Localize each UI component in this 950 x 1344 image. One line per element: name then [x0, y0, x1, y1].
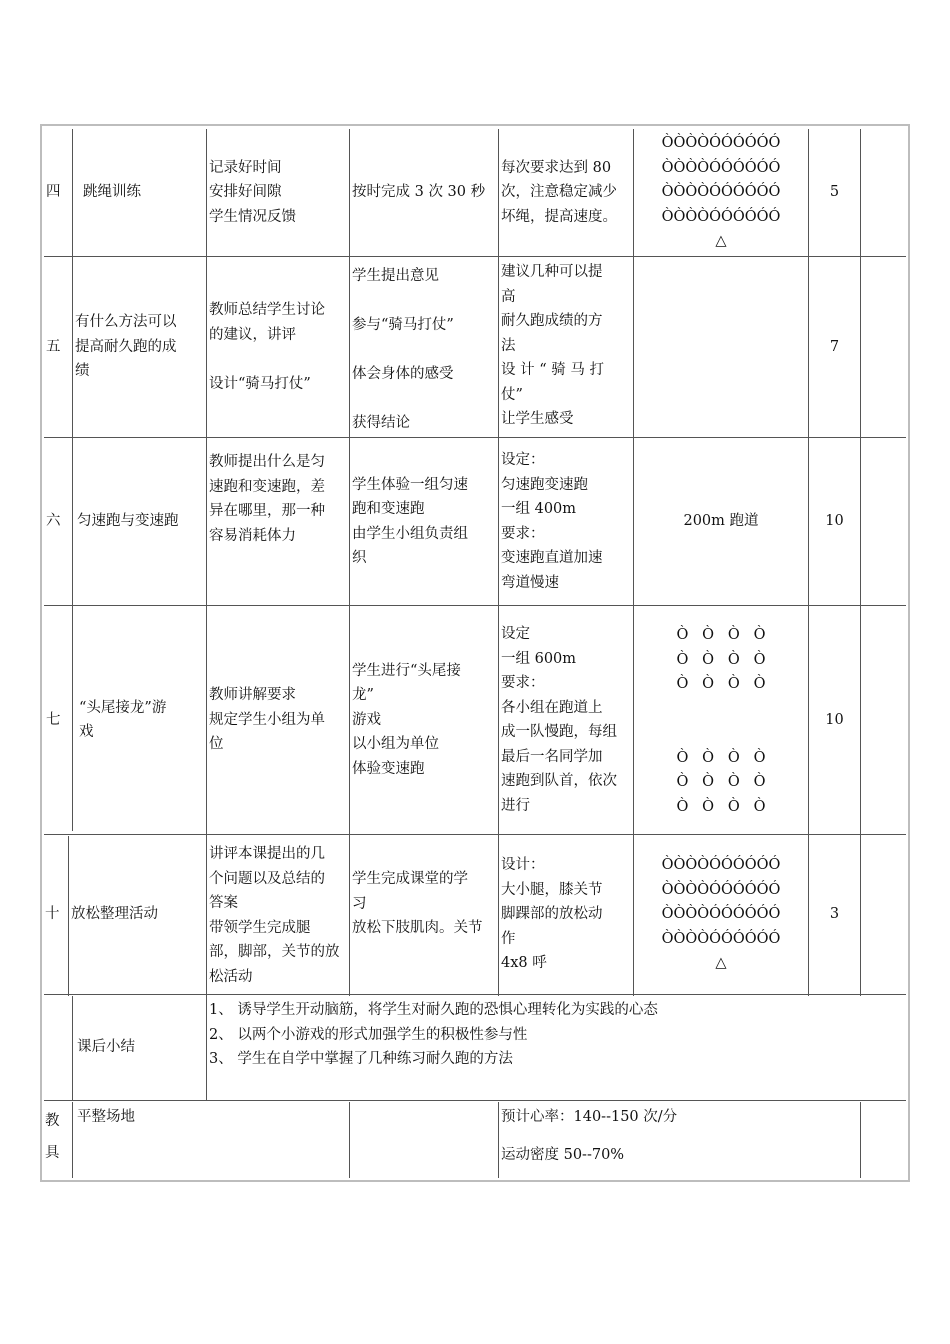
formation-diagram: ÒÒÒÒÓÓÓÓÓÓ ÒÒÒÒÓÓÓÓÓÓ ÒÒÒÒÓÓÓÓÓÓ ÒÒÒÒÓÓÓÓÓÓ △	[634, 835, 808, 994]
exercise-density: 运动密度 50--70%	[501, 1147, 625, 1163]
requirement: 建议几种可以提 高 耐久跑成绩的方 法 设 计 “ 骑 马 打 仗” 让学生感受	[501, 264, 604, 427]
heart-rate: 预计心率：140--150 次/分	[501, 1109, 678, 1125]
minutes: 5	[829, 184, 840, 201]
formation-diagram: Ò Ò Ò Ò Ò Ò Ò Ò Ò Ò Ò Ò Ò Ò Ò Ò Ò Ò Ò Ò Ò Ò Ò Ò	[676, 627, 766, 815]
row-number: 十	[45, 906, 60, 923]
equipment-venue: 平整场地	[77, 1109, 135, 1125]
minutes: 10	[825, 513, 844, 530]
activity-title: 跳绳训练	[83, 184, 141, 201]
row-number: 七	[46, 711, 61, 728]
formation-diagram: ÒÒÒÒÓÓÓÓÓÓ ÒÒÒÒÓÓÓÓÓÓ ÒÒÒÒÓÓÓÓÓÓ ÒÒÒÒÓÓÓÓÓÓ △	[634, 129, 808, 256]
equipment-label: 教 具	[45, 1113, 60, 1161]
requirement: 设定 一组 600m 要求： 各小组在跑道上 成一队慢跑，每组 最后一名同学加 速跑到队首，依次 进行	[501, 626, 617, 814]
row-number: 六	[46, 513, 61, 530]
summary-item: 2、 以两个小游戏的形式加强学生的积极性参与性	[209, 1026, 528, 1043]
teacher-activity: 教师讲解要求 规定学生小组为单 位	[209, 687, 325, 753]
row-number: 五	[46, 338, 61, 355]
row-number: 四	[46, 184, 61, 201]
summary-label: 课后小结	[77, 1039, 135, 1056]
teacher-activity: 讲评本课提出的几 个问题以及总结的 答案 带领学生完成腿 部，脚部，关节的放 松活动	[209, 846, 340, 985]
teacher-activity: 教师提出什么是匀 速跑和变速跑，差 异在哪里，那一种 容易消耗体力	[209, 454, 325, 544]
activity-title: “头尾接龙”游 戏	[79, 699, 167, 740]
teacher-activity: 记录好时间 安排好间隙 学生情况反馈	[209, 159, 296, 225]
summary-item: 1、 诱导学生开动脑筋，将学生对耐久跑的恐惧心理转化为实践的心态	[209, 1002, 658, 1018]
student-activity: 学生完成课堂的学 习 放松下肢肌肉。关节	[352, 871, 483, 936]
minutes: 7	[829, 338, 840, 355]
grid-line	[860, 1102, 861, 1178]
requirement: 设计： 大小腿，膝关节 脚踝部的放松动 作 4x8 呼	[501, 857, 603, 972]
minutes: 3	[829, 906, 840, 923]
teacher-triangle-icon: △	[715, 233, 727, 250]
summary-list	[207, 998, 857, 1098]
teacher-activity: 教师总结学生讨论 的建议，讲评 设计“骑马打仗”	[209, 302, 325, 392]
grid-line	[44, 1100, 906, 1101]
minutes: 10	[825, 711, 844, 728]
student-activity: 学生提出意见 参与“骑马打仗” 体会身体的感受 获得结论	[352, 268, 454, 431]
summary-item: 3、 学生在自学中掌握了几种练习耐久跑的方法	[209, 1051, 513, 1067]
requirement: 每次要求达到 80 次，注意稳定减少 坏绳，提高速度。	[501, 159, 617, 225]
grid-line	[860, 129, 861, 996]
requirement: 设定： 匀速跑变速跑 一组 400m 要求： 变速跑直道加速 弯道慢速	[501, 452, 603, 591]
student-activity: 按时完成 3 次 30 秒	[352, 184, 486, 201]
grid-line	[349, 1102, 350, 1178]
activity-title: 有什么方法可以 提高耐久跑的成 绩	[75, 314, 177, 380]
formation-diagram: 200m 跑道	[683, 513, 759, 530]
student-activity: 学生体验一组匀速 跑和变速跑 由学生小组负责组 织	[352, 476, 468, 566]
activity-title: 匀速跑与变速跑	[77, 513, 179, 530]
student-activity: 学生进行“头尾接 龙” 游戏 以小组为单位 体验变速跑	[352, 662, 461, 777]
teacher-triangle-icon: △	[715, 955, 727, 972]
activity-title: 放松整理活动	[71, 906, 158, 923]
